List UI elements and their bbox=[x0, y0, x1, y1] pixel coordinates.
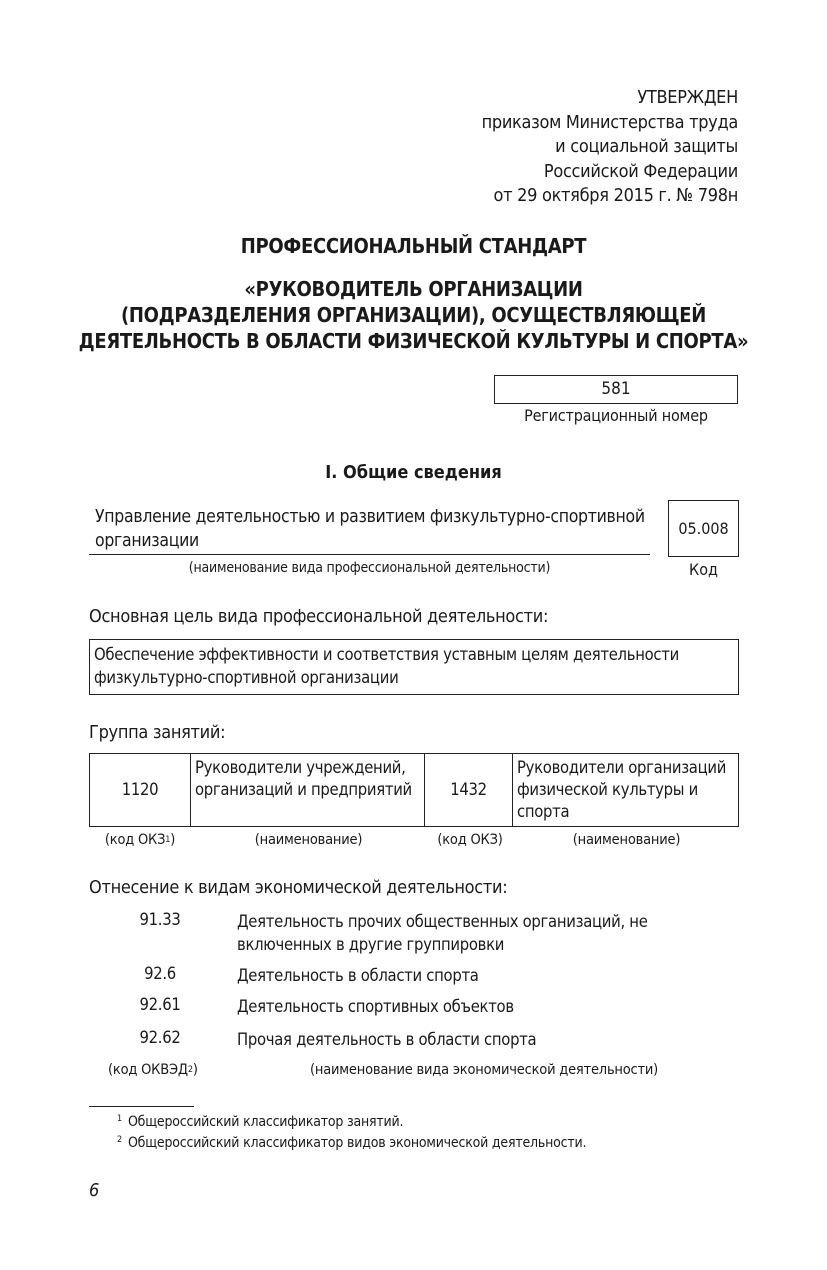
occupation-name-cell: Руководители учреждений, организаций и предприятий bbox=[191, 754, 425, 827]
occupation-name-caption: (наименование) bbox=[254, 832, 363, 848]
occupation-code-caption: (код ОКЗ) bbox=[437, 832, 503, 848]
economic-activity-code: 92.62 bbox=[139, 1028, 181, 1047]
footnote-text: Общероссийский классификатор видов экономической деятельности. bbox=[127, 1135, 587, 1151]
economic-activity-code: 92.6 bbox=[144, 964, 176, 983]
activity-code-label: Код bbox=[689, 560, 718, 579]
registration-number-label: Регистрационный номер bbox=[524, 406, 708, 425]
page-number: 6 bbox=[89, 1180, 100, 1201]
standard-name-line: «РУКОВОДИТЕЛЬ ОРГАНИЗАЦИИ bbox=[244, 277, 583, 301]
occupation-group-heading: Группа занятий: bbox=[89, 722, 226, 743]
approval-stamp bbox=[482, 86, 738, 209]
footnote bbox=[117, 1135, 586, 1151]
standard-name bbox=[60, 276, 767, 354]
goal-heading: Основная цель вида профессиональной деятельности: bbox=[89, 606, 549, 627]
economic-activity-code: 91.33 bbox=[139, 910, 181, 929]
goal-text-box: Обеспечение эффективности и соответствия уставным целям деятельности физкультурно-спортивной организации bbox=[89, 639, 739, 695]
occupation-name-cell: Руководители организаций физической культуры и спорта bbox=[513, 754, 739, 827]
activity-underline bbox=[89, 554, 650, 555]
economic-code-caption: (код ОКВЭД$^2$) bbox=[108, 1062, 198, 1078]
approval-line: приказом Министерства труда bbox=[481, 111, 738, 133]
footnote-number: 2 bbox=[117, 1135, 122, 1145]
approval-line: Российской Федерации bbox=[543, 160, 738, 182]
standard-name-line: (ПОДРАЗДЕЛЕНИЯ ОРГАНИЗАЦИИ), ОСУЩЕСТВЛЯЮЩЕЙ bbox=[120, 303, 707, 327]
economic-activity-heading: Отнесение к видам экономической деятельности: bbox=[89, 877, 508, 898]
footnote-text: Общероссийский классификатор занятий. bbox=[127, 1114, 404, 1130]
activity-name: Управление деятельностью и развитием физкультурно-спортивной организации bbox=[95, 507, 645, 551]
section-title: I. Общие сведения bbox=[325, 462, 502, 483]
footnote bbox=[117, 1114, 403, 1130]
registration-number-box: 581 bbox=[494, 375, 738, 404]
footnote-ref: 2 bbox=[187, 1065, 193, 1075]
approval-line: и социальной защиты bbox=[555, 136, 738, 157]
occupation-name-caption: (наименование) bbox=[572, 832, 681, 848]
economic-activity-name: Деятельность в области спорта bbox=[237, 966, 479, 985]
economic-activity-name: Деятельность спортивных объектов bbox=[237, 997, 514, 1016]
document-title: ПРОФЕССИОНАЛЬНЫЙ СТАНДАРТ bbox=[240, 234, 587, 258]
approval-line: УТВЕРЖДЕН bbox=[637, 87, 738, 108]
occupation-group-table bbox=[89, 753, 739, 827]
table-row bbox=[90, 754, 739, 827]
activity-code-box: 05.008 bbox=[668, 500, 739, 557]
economic-activity-code: 92.61 bbox=[139, 995, 181, 1014]
economic-name-caption: (наименование вида экономической деятельности) bbox=[310, 1062, 659, 1078]
approval-line: от 29 октября 2015 г. № 798н bbox=[493, 185, 738, 206]
occupation-code-cell: 1120 bbox=[90, 754, 191, 827]
footnote-number: 1 bbox=[117, 1114, 122, 1124]
footnote-ref: 1 bbox=[165, 835, 171, 845]
footnote-divider bbox=[89, 1106, 194, 1107]
activity-caption: (наименование вида профессиональной деятельности) bbox=[188, 560, 551, 576]
occupation-code-cell: 1432 bbox=[425, 754, 513, 827]
economic-activity-name: Деятельность прочих общественных организаций, не включенных в другие группировки bbox=[237, 912, 648, 954]
economic-activity-name: Прочая деятельность в области спорта bbox=[237, 1030, 537, 1049]
standard-name-line: ДЕЯТЕЛЬНОСТЬ В ОБЛАСТИ ФИЗИЧЕСКОЙ КУЛЬТУРЫ И СПОРТА» bbox=[78, 329, 749, 353]
occupation-code-caption: (код ОКЗ$^1$) bbox=[104, 832, 176, 848]
